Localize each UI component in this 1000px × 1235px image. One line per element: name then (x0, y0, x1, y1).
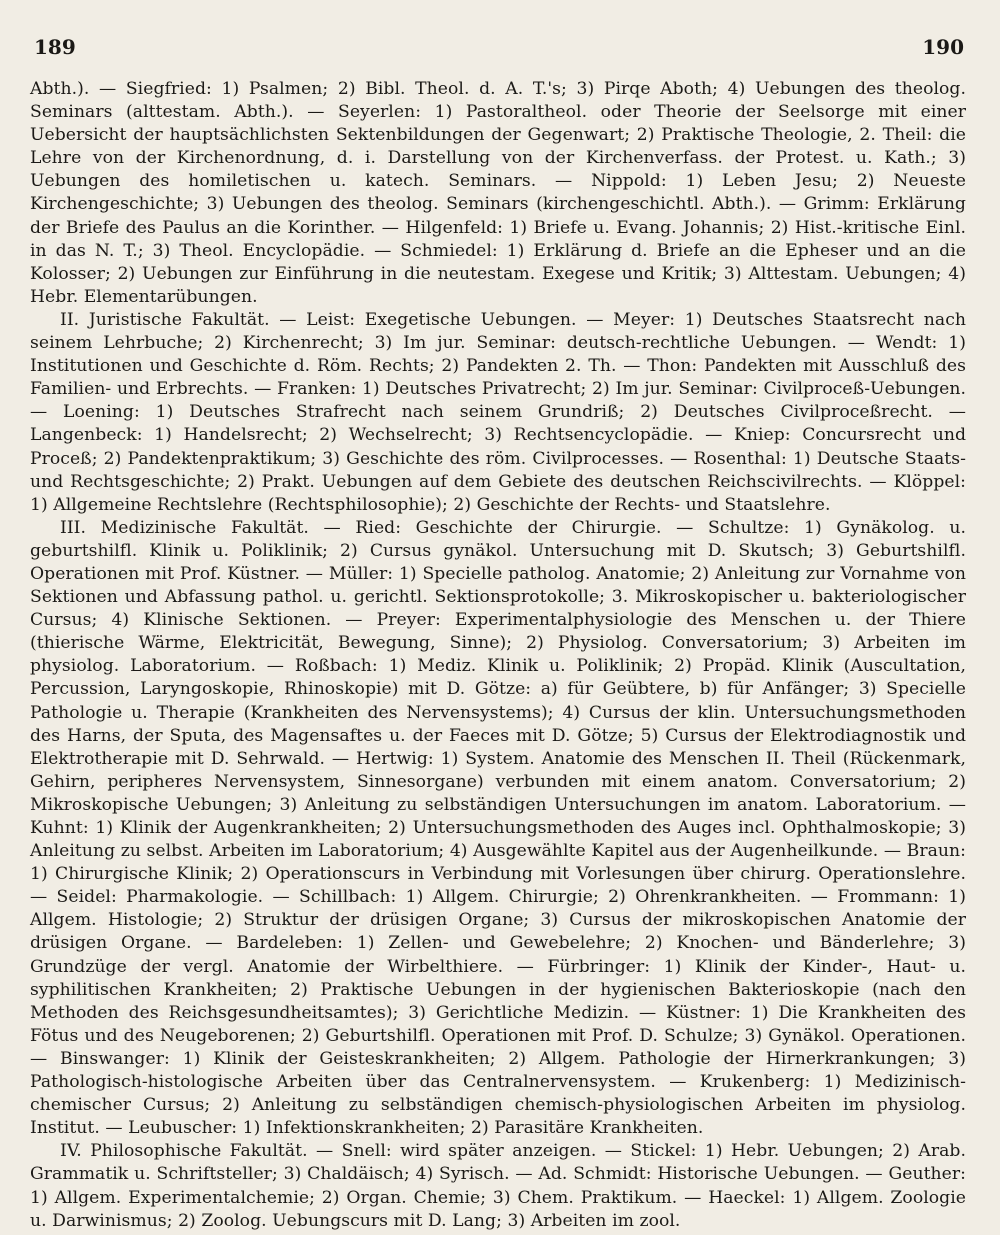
paragraph-theology-continued: Abth.). — Siegfried: 1) Psalmen; 2) Bibl. Theol. d. A. T.'s; 3) Pirqe Aboth; 4) Uebungen des theolog. Seminars (alttestam. Abth.). — Seyerlen: 1) Pastoraltheol. oder Theorie der Seelsorge mit einer Uebersicht der hauptsächlichsten Sektenbildungen der Gegenwart; 2) Praktische Theologie, 2. Theil: die Lehre von der Kirchenordnung, d. i. Darstellung von der Kirchenverfass. der Protest. u. Kath.; 3) Uebungen des homiletischen u. katech. Seminars. — Nippold: 1) Leben Jesu; 2) Neueste Kirchengeschichte; 3) Uebungen des theolog. Seminars (kirchengeschichtl. Abth.). — Grimm: Erklärung der Briefe des Paulus an die Korinther. — Hilgenfeld: 1) Briefe u. Evang. Johannis; 2) Hist.-kritische Einl. in das N. T.; 3) Theol. Encyclopädie. — Schmiedel: 1) Erklärung d. Briefe an die Epheser und an die Kolosser; 2) Uebungen zur Einführung in die neutestam. Exegese und Kritik; 3) Alttestam. Uebungen; 4) Hebr. Elementarübungen. (30, 79, 966, 307)
page-number-left: 189 (34, 35, 76, 59)
paragraph-philosophy-faculty: IV. Philosophische Fakultät. — Snell: wird später anzeigen. — Stickel: 1) Hebr. Uebungen; 2) Arab. Grammatik u. Schriftsteller; 3) Chaldäisch; 4) Syrisch. — Ad. Schmidt: Historische Uebungen. — Geuther: 1) Allgem. Experimentalchemie; 2) Organ. Chemie; 3) Chem. Praktikum. — Haeckel: 1) Allgem. Zoologie u. Darwinismus; 2) Zoolog. Uebungscurs mit D. Lang; 3) Arbeiten im zool. (30, 1141, 966, 1231)
page-number-right: 190 (922, 35, 964, 59)
body-text (30, 78, 966, 1233)
paragraph-law-faculty: II. Juristische Fakultät. — Leist: Exegetische Uebungen. — Meyer: 1) Deutsches Staatsrecht nach seinem Lehrbuche; 2) Kirchenrecht; 3) Im jur. Seminar: deutsch-rechtliche Uebungen. — Wendt: 1) Institutionen und Geschichte d. Röm. Rechts; 2) Pandekten 2. Th. — Thon: Pandekten mit Ausschluß des Familien- und Erbrechts. — Franken: 1) Deutsches Privatrecht; 2) Im jur. Seminar: Civilproceß-Uebungen. — Loening: 1) Deutsches Strafrecht nach seinem Grundriß; 2) Deutsches Civilproceßrecht. — Langenbeck: 1) Handelsrecht; 2) Wechselrecht; 3) Rechtsencyclopädie. — Kniep: Concursrecht und Proceß; 2) Pandektenpraktikum; 3) Geschichte des röm. Civilprocesses. — Rosenthal: 1) Deutsche Staats- und Rechtsgeschichte; 2) Prakt. Uebungen auf dem Gebiete des deutschen Reichscivilrechts. — Klöppel: 1) Allgemeine Rechtslehre (Rechtsphilosophie); 2) Geschichte der Rechts- und Staatslehre. (30, 309, 966, 515)
paragraph-medical-faculty: III. Medizinische Fakultät. — Ried: Geschichte der Chirurgie. — Schultze: 1) Gynäkolog. u. geburtshilfl. Klinik u. Poliklinik; 2) Cursus gynäkol. Untersuchung mit D. Skutsch; 3) Geburtshilfl. Operationen mit Prof. Küstner. — Müller: 1) Specielle patholog. Anatomie; 2) Anleitung zur Vornahme von Sektionen und Abfassung pathol. u. gerichtl. Sektionsprotokolle; 3. Mikroskopischer u. bakteriologischer Cursus; 4) Klinische Sektionen. — Preyer: Experimentalphysiologie des Menschen u. der Thiere (thierische Wärme, Elektricität, Bewegung, Sinne); 2) Physiolog. Conversatorium; 3) Arbeiten im physiolog. Laboratorium. — Roßbach: 1) Mediz. Klinik u. Poliklinik; 2) Propäd. Klinik (Auscultation, Percussion, Laryngoskopie, Rhinoskopie) mit D. Götze: a) für Geübtere, b) für Anfänger; 3) Specielle Pathologie u. Therapie (Krankheiten des Nervensystems); 4) Cursus der klin. Untersuchungsmethoden des Harns, der Sputa, des Magensaftes u. der Faeces mit D. Götze; 5) Cursus der Elektrodiagnostik und Elektrotherapie mit D. Sehrwald. — Hertwig: 1) System. Anatomie des Menschen II. Theil (Rückenmark, Gehirn, peripheres Nervensystem, Sinnesorgane) verbunden mit einem anatom. Conversatorium; 2) Mikroskopische Uebungen; 3) Anleitung zu selbständigen Untersuchungen im anatom. Laboratorium. — Kuhnt: 1) Klinik der Augenkrankheiten; 2) Untersuchungsmethoden des Auges incl. Ophthalmoskopie; 3) Anleitung zu selbst. Arbeiten im Laboratorium; 4) Ausgewählte Kapitel aus der Augenheilkunde. — Braun: 1) Chirurgische Klinik; 2) Operationscurs in Verbindung mit Vorlesungen über chirurg. Operationslehre. — Seidel: Pharmakologie. — Schillbach: 1) Allgem. Chirurgie; 2) Ohrenkrankheiten. — Frommann: 1) Allgem. Histologie; 2) Struktur der drüsigen Organe; 3) Cursus der mikroskopischen Anatomie der drüsigen Organe. — Bardeleben: 1) Zellen- und Gewebelehre; 2) Knochen- und Bänderlehre; 3) Grundzüge der vergl. Anatomie der Wirbelthiere. — Fürbringer: 1) Klinik der Kinder-, Haut- u. syphilitischen Krankheiten; 2) Praktische Uebungen in der hygienischen Bakterioskopie (nach den Methoden des Reichsgesundheitsamtes); 3) Gerichtliche Medizin. — Küstner: 1) Die Krankheiten des Fötus und des Neugeborenen; 2) Geburtshilfl. Operationen mit Prof. D. Schulze; 3) Gynäkol. Operationen. — Binswanger: 1) Klinik der Geisteskrankheiten; 2) Allgem. Pathologie der Hirnerkrankungen; 3) Pathologisch-histologische Arbeiten über das Centralnervensystem. — Krukenberg: 1) Medizinisch-chemischer Cursus; 2) Anleitung zu selbständigen chemisch-physiologischen Arbeiten im physiolog. Institut. — Leubuscher: 1) Infektionskrankheiten; 2) Parasitäre Krankheiten. (30, 517, 966, 1139)
page-header (30, 30, 966, 64)
